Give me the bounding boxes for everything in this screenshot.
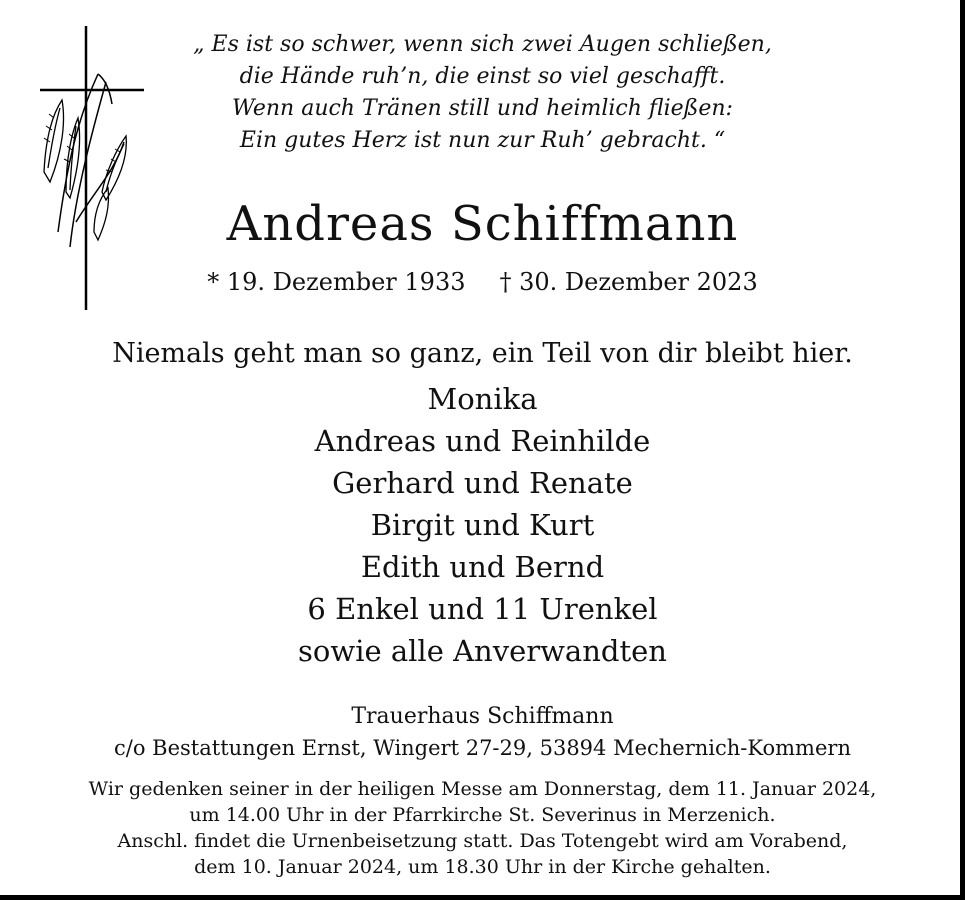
mourner-name: Andreas und Reinhilde [314,424,651,458]
service-info-line: Wir gedenken seiner in der heiligen Messe am Donnerstag, dem 11. Januar 2024, [88,778,877,800]
birth-date: * 19. Dezember 1933 [207,268,466,296]
motto: Niemals geht man so ganz, ein Teil von dir bleibt hier. [112,338,853,369]
mourner-name: Monika [427,382,538,416]
poem-line: Wenn auch Tränen still und heimlich fließen: [232,96,733,121]
poem-line: die Hände ruh’n, die einst so viel geschafft. [239,64,726,89]
poem-line: „ Es ist so schwer, wenn sich zwei Augen schließen, [193,32,772,57]
service-info-line: dem 10. Januar 2024, um 18.30 Uhr in der Kirche gehalten. [194,856,771,878]
mourner-name: Gerhard und Renate [332,466,633,500]
death-date: † 30. Dezember 2023 [499,268,758,296]
mourner-name: Edith und Bernd [360,550,605,584]
mourning-house-title: Trauerhaus Schiffmann [351,704,614,729]
mourner-name: 6 Enkel und 11 Urenkel [307,592,658,626]
mourning-house-address: c/o Bestattungen Ernst, Wingert 27-29, 53894 Mechernich-Kommern [114,736,851,760]
mourner-name: sowie alle Anverwandten [298,634,667,668]
service-info-line: um 14.00 Uhr in der Pfarrkirche St. Severinus in Merzenich. [189,804,776,826]
service-info-line: Anschl. findet die Urnenbeisetzung statt. Das Totengebt wird am Vorabend, [117,830,848,852]
poem-line: Ein gutes Herz ist nun zur Ruh’ gebracht. “ [239,128,726,153]
mourner-name: Birgit und Kurt [370,508,595,542]
life-dates [0,268,965,296]
deceased-name: Andreas Schiffmann [226,196,739,252]
